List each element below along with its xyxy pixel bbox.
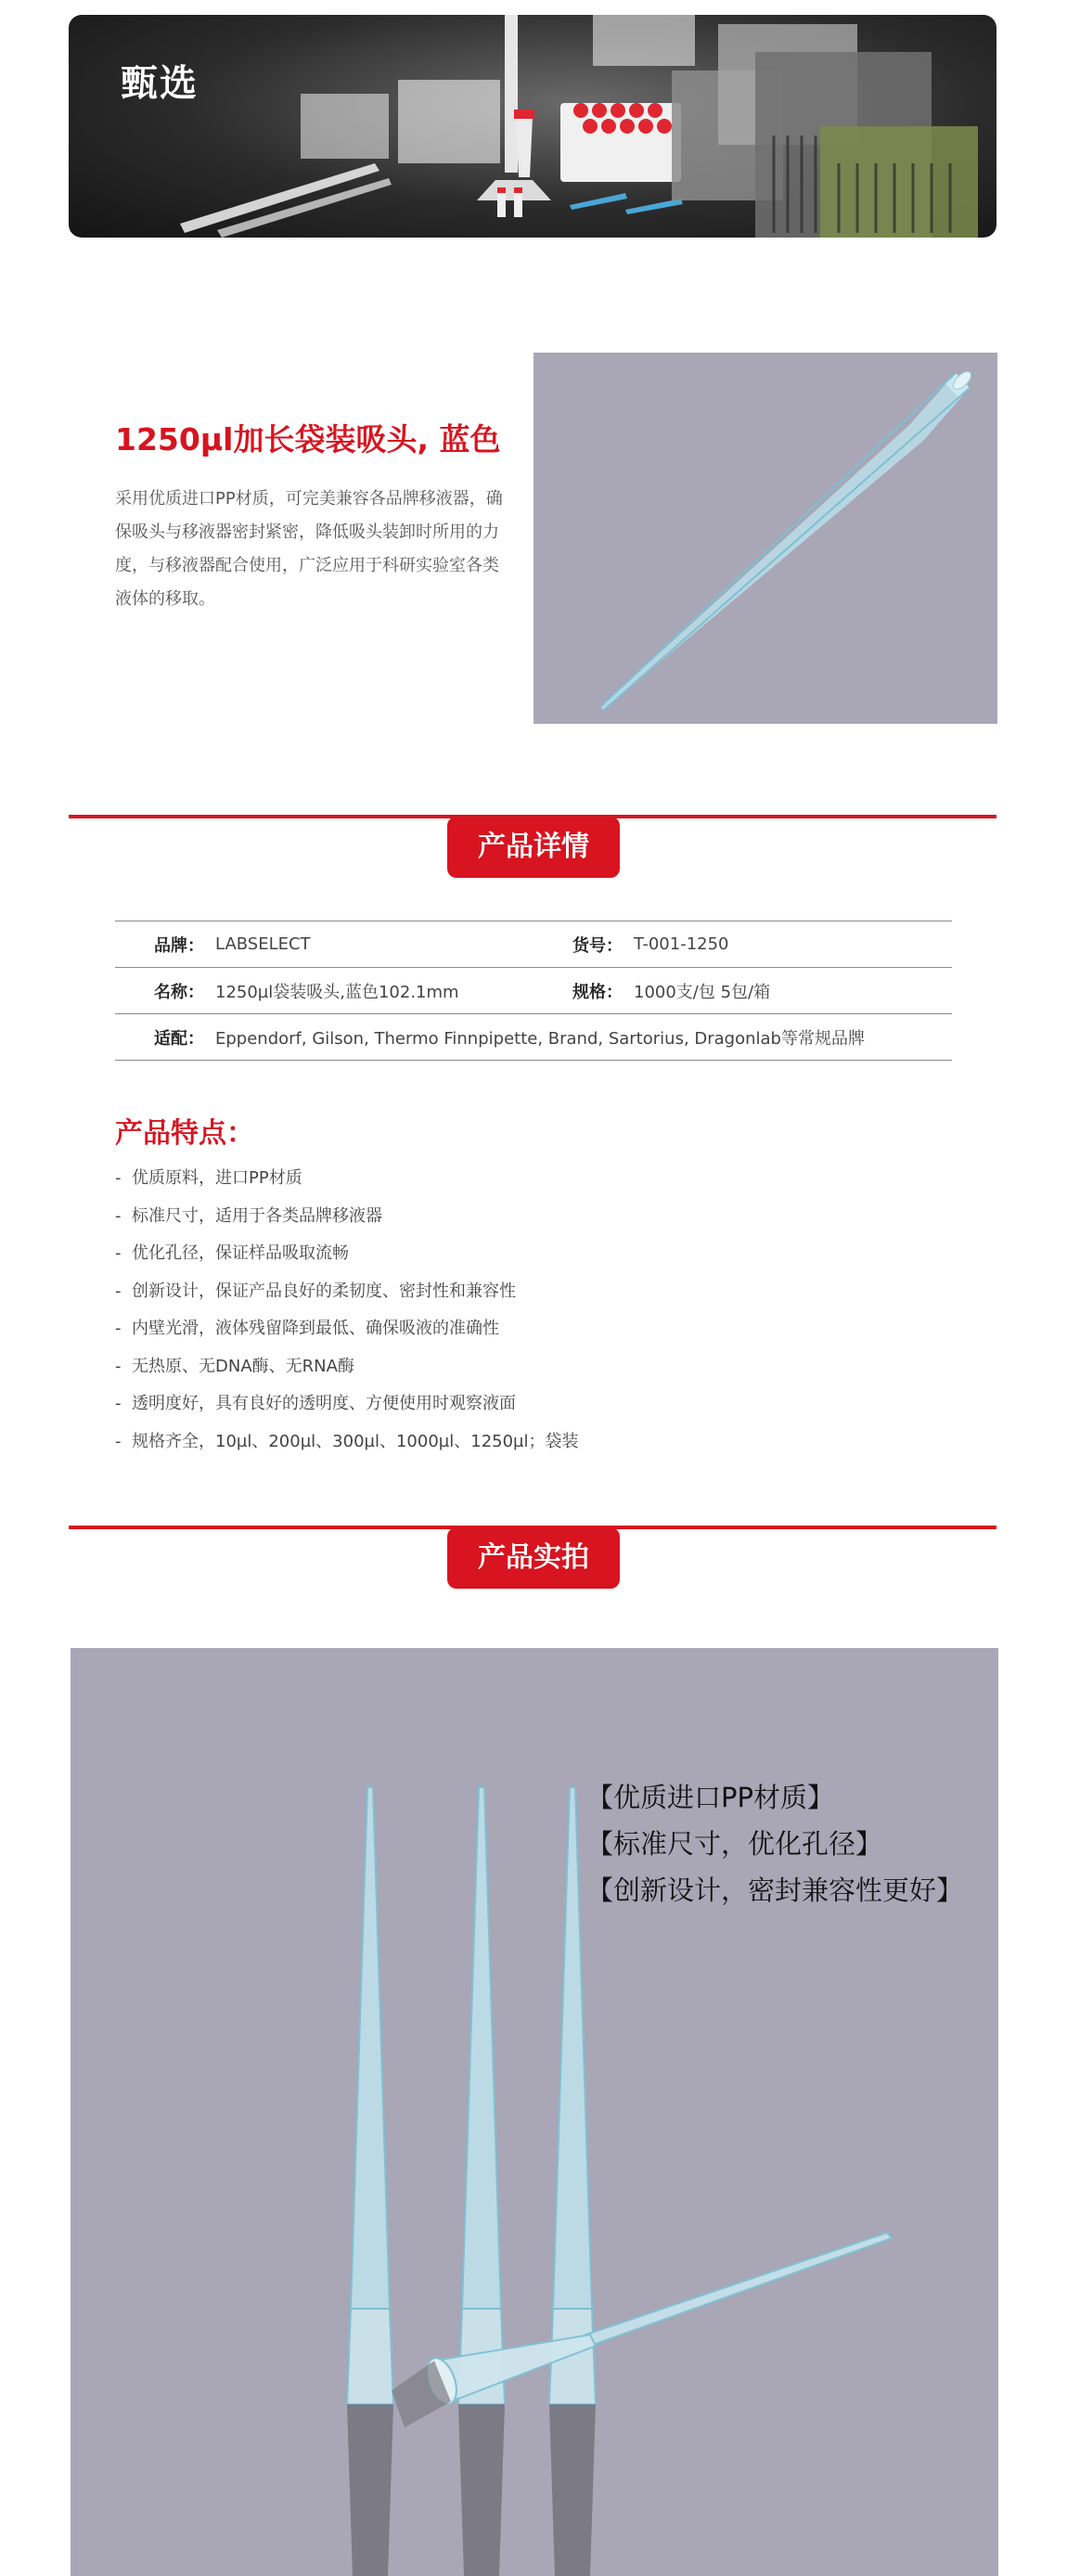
feature-item: - 优质原料，进口PP材质 xyxy=(115,1168,302,1188)
caption-line: 【优质进口PP材质】 xyxy=(586,1782,834,1813)
name-label: 名称： xyxy=(154,982,204,1002)
product-photo xyxy=(71,1648,998,2576)
fit-label: 适配： xyxy=(154,1028,204,1049)
details-section-tag: 产品详情 xyxy=(447,817,620,878)
spec-table xyxy=(115,921,952,1061)
size-value: 1000支/包 5包/箱 xyxy=(634,982,771,1002)
feature-item: - 无热原、无DNA酶、无RNA酶 xyxy=(115,1356,354,1376)
code-label: 货号： xyxy=(572,935,623,956)
product-title: 1250µl加长袋装吸头, 蓝色 xyxy=(115,421,501,457)
photo-section-tag: 产品实拍 xyxy=(447,1527,620,1589)
code-value: T-001-1250 xyxy=(634,934,729,954)
brand-label: 品牌： xyxy=(154,935,204,956)
product-hero-image xyxy=(534,353,997,724)
product-description: 采用优质进口PP材质，可完美兼容各品牌移液器，确保吸头与移液器密封紧密，降低吸头装卸时所用的力度，与移液器配合使用，广泛应用于科研实验室各类液体的移取。 xyxy=(115,489,503,609)
caption-line: 【创新设计，密封兼容性更好】 xyxy=(586,1874,964,1906)
features-title: 产品特点： xyxy=(115,1117,254,1150)
brand-value: LABSELECT xyxy=(215,934,311,954)
photo-captions xyxy=(586,1774,963,1913)
spec-row xyxy=(115,1014,952,1061)
banner-title: 甄选 xyxy=(121,62,199,105)
feature-item: - 内壁光滑，液体残留降到最低、确保吸液的准确性 xyxy=(115,1319,499,1338)
spec-row xyxy=(115,968,952,1014)
name-value: 1250µl袋装吸头,蓝色102.1mm xyxy=(215,982,459,1002)
fit-value: Eppendorf, Gilson, Thermo Finnpipette, Brand, Sartorius, Dragonlab等常规品牌 xyxy=(215,1028,865,1049)
caption-line: 【标准尺寸，优化孔径】 xyxy=(586,1828,883,1860)
feature-item: - 规格齐全，10µl、200µl、300µl、1000µl、1250µl；袋装 xyxy=(115,1431,579,1451)
feature-item: - 优化孔径，保证样品吸取流畅 xyxy=(115,1243,349,1263)
feature-item: - 标准尺寸，适用于各类品牌移液器 xyxy=(115,1205,382,1226)
pipette-tip-image xyxy=(534,353,997,724)
spec-row xyxy=(115,921,952,968)
size-label: 规格： xyxy=(572,982,623,1002)
feature-item: - 透明度好，具有良好的透明度、方便使用时观察液面 xyxy=(115,1394,516,1413)
feature-item: - 创新设计，保证产品良好的柔韧度、密封性和兼容性 xyxy=(115,1281,516,1301)
banner-products-image xyxy=(69,15,996,238)
features-list xyxy=(115,1160,579,1461)
top-banner xyxy=(69,15,996,238)
